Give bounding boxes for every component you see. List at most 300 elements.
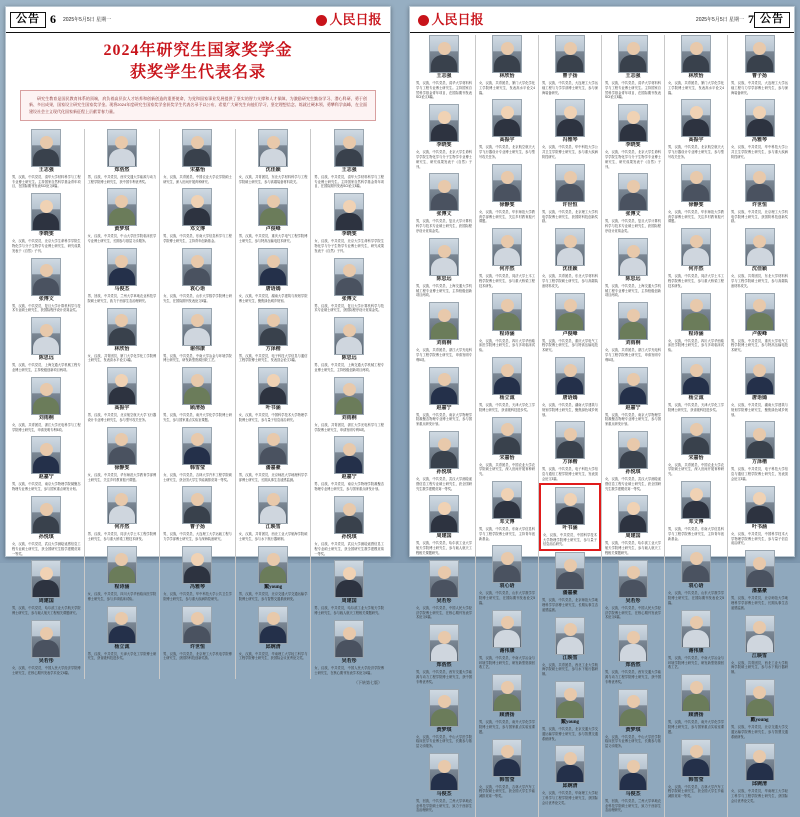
award-entry (314, 129, 384, 189)
award-entry (605, 560, 661, 620)
entry-name: 曹子扬 (189, 525, 205, 531)
award-entry (239, 129, 308, 185)
right-entry-grid (410, 33, 794, 817)
highlighted-award-entry (542, 486, 598, 548)
award-entry (88, 248, 157, 304)
entry-name: 江映雪 (265, 525, 281, 531)
entry-name: 林欣怡 (499, 74, 515, 79)
portrait-photo (492, 357, 522, 395)
portrait-photo (258, 546, 288, 584)
entry-bio: 女，汉族，共青团员，东北大学材料科学与工程学院硕士研究生，参与高端装备材料攻关。 (542, 274, 598, 288)
entry-bio: 女，汉族，中共党员，中国科学技术大学物理学院博士研究生，参与量子信息前沿研究。 (238, 413, 308, 422)
award-entry (12, 496, 81, 556)
entry-bio: 男，汉族，中共党员，北京交通大学交通运输学院博士研究生，参与智慧交通系统研发。 (731, 724, 788, 739)
entry-bio: 女，汉族，中共党员，北京大学生命科学学院生物化学与分子生物学专业博士研究生，研究成果发表于《自然》子刊。 (605, 150, 661, 169)
entry-name: 徐静雯 (499, 202, 515, 208)
entry-bio: 女，汉族，中共党员，四川大学华西临床医学院博士研究生，参与多项临床试验。 (668, 338, 724, 353)
portrait-photo (429, 238, 459, 276)
entry-bio: 男，汉族，中共党员，重庆大学电气工程学院博士研究生，参与特高压输电技术研究。 (731, 338, 788, 353)
award-entry (163, 129, 232, 185)
portrait-photo (618, 495, 648, 533)
entry-bio: 女，汉族，共青团员，西北工业大学航海学院硕士研究生，参与水下航行器研制。 (238, 532, 308, 542)
entry-bio: 男，汉族，中共党员，西安交通大学能源与动力工程学院博士研究生，获中国专利优秀奖。 (87, 174, 157, 184)
entry-name: 郑浩然 (114, 167, 130, 173)
entry-name: 谢伟康 (499, 648, 515, 654)
portrait-photo (681, 674, 711, 712)
portrait-photo (618, 689, 648, 727)
entry-bio: 女，汉族，中共党员，中国人民大学经济学院博士研究生，在核心期刊发表学术论文6篇。 (416, 605, 472, 620)
award-entry (668, 357, 724, 413)
award-entry (668, 417, 724, 477)
portrait-photo (429, 560, 459, 598)
portrait-photo (681, 357, 711, 395)
entry-name: 袁心语 (499, 584, 515, 590)
entry-bio: 女，汉族，中共党员，华东师范大学教育学部博士研究生，关注乡村教育振兴课题。 (668, 209, 724, 224)
portrait-photo (107, 188, 137, 226)
entry-bio: 男，汉族，中共党员，清华大学材料科学与工程专业博士研究生。主持国家自然科学基金青年项目，在国际期刊发表SCI论文8篇。 (605, 81, 661, 100)
portrait-photo (429, 495, 459, 533)
portrait-photo (745, 164, 775, 202)
entry-column (9, 129, 85, 680)
award-entry (731, 615, 788, 675)
entry-name: 李晓雯 (436, 143, 452, 149)
portrait-photo (429, 104, 459, 142)
award-entry (314, 317, 384, 373)
entry-bio: 女，汉族，中共党员，中山大学医学院临床医学专业博士研究生，长期参与基层义诊服务。 (87, 234, 157, 244)
award-entry (605, 35, 661, 100)
entry-bio: 男，汉族，中共党员，同济大学土木工程学院博士研究生，参与重大桥梁工程技术研发。 (668, 274, 724, 288)
portrait-photo (258, 188, 288, 226)
award-entry (731, 35, 788, 95)
portrait-photo (182, 188, 212, 226)
entry-name: 李晓雯 (38, 232, 54, 238)
entry-name: 赵嘉宁 (436, 405, 452, 411)
entry-bio: 女，汉族，中共党员，武汉大学测绘遥感信息工程专业硕士研究生，获全国研究生数学建模竞赛一等奖。 (12, 541, 81, 556)
entry-bio: 女，汉族，中共党员，华南理工大学轻工科学与工程学院博士研究生，获国际会议优秀论文奖。 (542, 791, 598, 805)
entry-bio: 男，汉族，中共党员，哈尔滨工业大学航天学院博士研究生，参与载人航天工程相关课题研究。 (314, 606, 384, 616)
award-entry (605, 753, 661, 813)
entry-bio: 男，汉族，中共党员，天津大学化工学院博士研究生，获省级科技进步奖。 (479, 402, 535, 412)
portrait-photo (492, 739, 522, 777)
entry-name: 陈思远 (38, 356, 54, 362)
portrait-photo (745, 99, 775, 137)
award-entry (668, 545, 724, 605)
award-entry (542, 357, 598, 417)
entry-name: 韩雪莹 (189, 465, 205, 471)
award-entry (731, 228, 788, 288)
entry-bio: 男，汉族，中共党员，南京大学物理学院凝聚态物理专业博士研究生，参与国家重点研发计划。 (605, 412, 661, 427)
entry-name: 吴若彤 (625, 598, 641, 604)
portrait-photo (618, 238, 648, 276)
entry-bio: 男，汉族，中共党员，南京大学物理学院凝聚态物理专业博士研究生，参与国家重点研发计划。 (314, 482, 384, 492)
entry-name: 张博文 (341, 296, 357, 302)
award-entry (239, 248, 308, 304)
award-entry (416, 173, 472, 233)
portrait-photo (681, 739, 711, 777)
entry-bio: 女，汉族，中共党员，山东大学数学学院博士研究生，在国际期刊发表论文5篇。 (668, 591, 724, 605)
award-entry (12, 317, 81, 373)
award-entry (542, 293, 598, 353)
entry-name: 陈思远 (341, 356, 357, 362)
entry-bio: 女，汉族，中共党员，华东师范大学教育学部博士研究生，关注乡村教育振兴课题。 (479, 209, 535, 224)
entry-bio: 男，汉族，中共党员，电子科技大学信息与通信工程学院博士研究生，发表顶会论文3篇。 (731, 467, 788, 481)
portrait-photo (555, 99, 585, 137)
portrait-photo (745, 228, 775, 266)
portrait-photo (107, 367, 137, 405)
entry-bio: 女，汉族，中共党员，中国人民大学经济学院博士研究生，在核心期刊发表学术论文6篇。 (12, 665, 81, 675)
award-entry (88, 606, 157, 662)
entry-name: 黄梦琪 (625, 727, 641, 733)
award-entry (416, 35, 472, 100)
portrait-photo (745, 486, 775, 524)
entry-name: 马俊杰 (625, 791, 641, 797)
entry-bio: 女，汉族，中共党员，北京大学生命科学学院生物化学与分子生物学专业博士研究生，研究成果发表于《自然》子刊。 (12, 239, 81, 253)
entry-column (85, 129, 161, 680)
award-entry (163, 427, 232, 483)
portrait-photo (618, 367, 648, 405)
portrait-photo (182, 367, 212, 405)
portrait-photo (334, 258, 364, 296)
entry-bio: 男，汉族，中共党员，重庆大学电气工程学院博士研究生，参与特高压输电技术研究。 (238, 234, 308, 244)
award-entry (668, 610, 724, 670)
portrait-photo (429, 173, 459, 211)
entry-bio: 男，汉族，中共党员，北京交通大学交通运输学院博士研究生，参与智慧交通系统研发。 (238, 591, 308, 601)
portrait-photo (492, 610, 522, 648)
publication-name: 人民日报 (329, 12, 382, 27)
entry-name: 许世恒 (562, 202, 578, 208)
portrait-photo (555, 228, 585, 266)
entry-name: 刘雨桐 (625, 341, 641, 347)
award-entry (542, 745, 598, 805)
award-entry (542, 35, 598, 95)
award-entry (12, 377, 81, 433)
entry-name: 张博文 (625, 212, 641, 218)
entry-name: 赵嘉宁 (38, 475, 54, 481)
entry-name: 杨立诚 (499, 395, 515, 401)
entry-name: 黄梦琪 (436, 727, 452, 733)
left-dateline: 2025年5月5日 星期一 (63, 17, 112, 23)
entry-name: 高振宇 (688, 138, 704, 144)
entry-name: 卢俊峰 (751, 331, 767, 337)
entry-bio: 男，回族，中共党员，兰州大学草地农业科技学院硕士研究生，致力于西部生态治理研究。 (87, 293, 157, 303)
entry-bio: 男，汉族，中共党员，南京大学物理学院凝聚态物理专业博士研究生，参与国家重点研发计划。 (12, 482, 81, 492)
award-entry (731, 421, 788, 481)
award-entry (88, 188, 157, 244)
award-entry (479, 417, 535, 477)
entry-bio: 男，汉族，中共党员，东南大学信息科学与工程学院博士研究生，主持青年创新基金。 (163, 234, 232, 244)
entry-name: 邓文博 (688, 519, 704, 525)
entry-bio: 男，汉族，中共党员，上海交通大学机械工程专业博士研究生，主持校级创新项目两项。 (605, 283, 661, 298)
portrait-photo (31, 258, 61, 296)
portrait-photo (334, 377, 364, 415)
award-entry (12, 129, 81, 189)
entry-name: 赵嘉宁 (341, 475, 357, 481)
portrait-photo (429, 753, 459, 791)
entry-name: 方泽楷 (265, 346, 281, 352)
entry-bio: 男，汉族，中共党员，北京航空航天大学飞行器设计专业博士研究生，参与型号攻关任务。 (87, 413, 157, 422)
portrait-photo (681, 164, 711, 202)
portrait-photo (107, 308, 137, 346)
portrait-photo (31, 317, 61, 355)
entry-name: 邓文博 (189, 227, 205, 233)
award-entry (731, 679, 788, 739)
portrait-photo (492, 674, 522, 712)
award-entry (479, 739, 535, 799)
award-entry (314, 377, 384, 433)
entry-name: 刘雨桐 (38, 415, 54, 421)
entry-name: 周建国 (436, 534, 452, 540)
left-section-label: 公告 (10, 12, 46, 28)
entry-bio: 男，汉族，中共党员，东南大学信息科学与工程学院博士研究生，主持青年创新基金。 (479, 526, 535, 541)
entry-bio: 男，汉族，中共党员，清华大学材料科学与工程专业博士研究生。主持国家自然科学基金青年项目，在国际期刊发表SCI论文8篇。 (12, 174, 81, 189)
entry-bio: 女，汉族，中共党员，湖南大学建筑与规划学院博士研究生，聚焦绿色城乡规划。 (731, 402, 788, 417)
award-entry (668, 739, 724, 799)
entry-bio: 男，汉族，中共党员，哈尔滨工业大学航天学院博士研究生，参与载人航天工程相关课题研究。 (605, 541, 661, 555)
entry-bio: 女，汉族，中共党员，湖南大学建筑与规划学院博士研究生，聚焦绿色城乡规划。 (238, 293, 308, 303)
portrait-photo (618, 35, 648, 73)
entry-bio: 男，汉族，中共党员，大连理工大学运载工程与力学学部博士研究生，参与深海装备研究。 (163, 532, 232, 542)
entry-bio: 女，汉族，共青团员，厦门大学化学化工学院博士研究生，发表高水平论文4篇。 (87, 353, 157, 363)
publication-name-right: 人民日报 (431, 12, 484, 27)
award-entry (542, 99, 598, 159)
portrait-photo (258, 427, 288, 465)
entry-name: 赵嘉宁 (625, 405, 641, 411)
entry-name: 李晓雯 (341, 232, 357, 238)
portrait-photo (555, 617, 585, 655)
entry-bio: 女，汉族，中共党员，中国科学技术大学物理学院博士研究生，参与量子信息前沿研究。 (731, 531, 788, 546)
right-page-number: 7 (748, 12, 754, 26)
entry-name: 程诗涵 (114, 584, 130, 590)
entry-bio: 男，汉族，中共党员，同济大学土木工程学院博士研究生，参与重大桥梁工程技术研发。 (479, 274, 535, 288)
award-entry (314, 193, 384, 253)
entry-name: 沈佳颖 (265, 167, 281, 173)
portrait-photo (492, 99, 522, 137)
entry-name: 徐静雯 (114, 465, 130, 471)
portrait-photo (258, 367, 288, 405)
award-entry (605, 431, 661, 491)
entry-name: 卢俊峰 (265, 227, 281, 233)
entry-name: 宋嘉怡 (189, 167, 205, 173)
award-entry (88, 129, 157, 185)
portrait-photo (429, 624, 459, 662)
award-entry (479, 228, 535, 288)
award-entry (239, 308, 308, 364)
entry-bio: 男，汉族，中共党员，复旦大学计算机科学与技术专业硕士研究生，获国际程序设计竞赛金奖。 (605, 219, 661, 233)
entry-name: 袁心语 (688, 584, 704, 590)
portrait-photo (107, 486, 137, 524)
award-entry (731, 164, 788, 224)
portrait-photo (681, 99, 711, 137)
award-entry (479, 481, 535, 541)
entry-bio: 女，汉族，中共党员，北京大学生命科学学院生物化学与分子生物学专业博士研究生，研究成果发表于《自然》子刊。 (416, 150, 472, 169)
entry-bio: 男，汉族，中共党员，哈尔滨工业大学航天学院博士研究生，参与载人航天工程相关课题研究。 (416, 541, 472, 555)
award-entry (731, 743, 788, 803)
award-entry (416, 689, 472, 749)
entry-name: 唐语嫣 (265, 286, 281, 292)
entry-bio: 女，汉族，共青团员，厦门大学化学化工学院博士研究生，发表高水平论文4篇。 (479, 81, 535, 95)
entry-bio: 女，汉族，中共党员，华中科技大学公共卫生学院博士研究生，参与重大疾病防控研究。 (731, 145, 788, 159)
entry-bio: 女，汉族，共青团员，东北大学材料科学与工程学院硕士研究生，参与高端装备材料攻关。 (238, 174, 308, 184)
entry-bio: 男，汉族，中共党员，南开大学化学学院博士研究生，参与国家重点实验室课题。 (479, 720, 535, 734)
award-entry (542, 228, 598, 288)
portrait-photo (555, 164, 585, 202)
entry-name: 孙悦琪 (625, 469, 641, 475)
award-entry (479, 674, 535, 734)
entry-name: 许世恒 (189, 644, 205, 650)
entry-name: 谢伟康 (688, 648, 704, 654)
entry-bio: 女，汉族，中共党员，中山大学医学院临床医学专业博士研究生，长期参与基层义诊服务。 (605, 734, 661, 749)
entry-name: 张博文 (436, 212, 452, 218)
entry-bio: 男，汉族，中共党员，天津大学化工学院博士研究生，获省级科技进步奖。 (87, 651, 157, 661)
entry-bio: 男，汉族，中共党员，上海交通大学机械工程专业博士研究生，主持校级创新项目两项。 (416, 283, 472, 298)
entry-name: 沈佳颖 (751, 267, 767, 273)
left-page-number: 6 (50, 12, 56, 26)
portrait-photo (681, 228, 711, 266)
portrait-photo (555, 421, 585, 459)
entry-bio: 女，汉族，中共党员，吉林大学汽车工程学院硕士研究生，获全国大学生节能减排竞赛一等奖。 (668, 784, 724, 799)
right-dateline: 2025年5月5日 星期一 (695, 17, 744, 23)
award-entry (12, 258, 81, 314)
award-entry (605, 689, 661, 749)
entry-column (665, 35, 728, 817)
entry-name: 顾清扬 (189, 406, 205, 412)
left-entry-grid (6, 127, 390, 680)
award-entry (416, 238, 472, 298)
entry-bio: 男，汉族，中共党员，电子科技大学信息与通信工程学院博士研究生，发表顶会论文3篇。 (238, 353, 308, 363)
entry-name: 卢俊峰 (562, 331, 578, 337)
entry-name: 林欣怡 (114, 346, 130, 352)
entry-name: 陈思远 (436, 276, 452, 282)
entry-name: 冯雅琴 (189, 584, 205, 590)
award-entry (163, 308, 232, 364)
portrait-photo (334, 193, 364, 231)
entry-name: 郑浩然 (436, 663, 452, 669)
award-entry (542, 552, 598, 612)
entry-bio: 女，汉族，中共党员，华南理工大学轻工科学与工程学院博士研究生，获国际会议优秀论文奖。 (731, 789, 788, 803)
portrait-photo (182, 248, 212, 286)
award-entry (163, 546, 232, 602)
portrait-photo (107, 248, 137, 286)
portrait-photo (334, 560, 364, 598)
award-entry (668, 99, 724, 159)
entry-bio: 女，汉族，中共党员，华中科技大学公共卫生学院博士研究生，参与重大疾病防控研究。 (542, 145, 598, 159)
entry-bio: 男，汉族，中共党员，电子科技大学信息与通信工程学院博士研究生，发表顶会论文3篇。 (542, 467, 598, 481)
entry-name: 顾清扬 (688, 713, 704, 719)
entry-bio: 女，汉族，共青团员，中国农业大学农学院硕士研究生，深入田间开展育种研究。 (668, 462, 724, 477)
entry-name: 方泽楷 (751, 460, 767, 466)
sun-icon (316, 15, 327, 26)
award-entry (314, 560, 384, 616)
award-entry (416, 495, 472, 555)
portrait-photo (182, 546, 212, 584)
portrait-photo (681, 293, 711, 331)
portrait-photo (555, 681, 585, 719)
award-entry (668, 164, 724, 224)
award-entry (542, 617, 598, 677)
portrait-photo (31, 377, 61, 415)
award-entry (416, 367, 472, 427)
entry-column (413, 35, 476, 817)
portrait-photo (618, 560, 648, 598)
award-entry (479, 293, 535, 353)
portrait-photo (182, 129, 212, 167)
entry-name: 许世恒 (751, 202, 767, 208)
entry-column (602, 35, 665, 817)
portrait-photo (555, 552, 585, 590)
publication-logo-right (414, 10, 488, 30)
entry-name: 冯雅琴 (751, 138, 767, 144)
portrait-photo (681, 481, 711, 519)
entry-name: 戴young (750, 717, 769, 723)
award-entry (479, 610, 535, 670)
entry-column (476, 35, 539, 817)
portrait-photo (429, 302, 459, 340)
entry-name: 孙悦琪 (436, 469, 452, 475)
award-entry (668, 293, 724, 353)
entry-bio: 女，汉族，共青团员，东北大学材料科学与工程学院硕士研究生，参与高端装备材料攻关。 (731, 274, 788, 288)
right-page (409, 6, 795, 813)
portrait-photo (618, 624, 648, 662)
left-page (5, 6, 391, 686)
portrait-photo (107, 129, 137, 167)
award-entry (605, 302, 661, 362)
portrait-photo (555, 357, 585, 395)
entry-name: 邱婉清 (751, 782, 767, 788)
portrait-photo (31, 193, 61, 231)
entry-bio: 女，汉族，共青团员，西北工业大学航海学院硕士研究生，参与水下航行器研制。 (731, 660, 788, 675)
entry-bio: 男，汉族，中共党员，中南大学冶金与环境学院博士研究生，研发新型资源回收工艺。 (479, 655, 535, 670)
entry-bio: 女，汉族，共青团员，浙江大学光电科学与工程学院博士研究生，申请发明专利5项。 (12, 422, 81, 432)
entry-name: 黄梦琪 (114, 227, 130, 233)
award-entry (239, 486, 308, 542)
award-entry (239, 188, 308, 244)
award-entry (668, 481, 724, 541)
entry-bio: 男，汉族，中共党员，复旦大学计算机科学与技术专业硕士研究生，获国际程序设计竞赛金奖。 (12, 303, 81, 313)
portrait-photo (31, 560, 61, 598)
portrait-photo (618, 431, 648, 469)
entry-bio: 女，汉族，共青团员，西北工业大学航海学院硕士研究生，参与水下航行器研制。 (542, 662, 598, 677)
right-masthead (410, 7, 794, 33)
portrait-photo (618, 302, 648, 340)
award-entry (416, 104, 472, 169)
award-entry (731, 550, 788, 610)
entry-name: 郑浩然 (625, 663, 641, 669)
entry-bio: 男，汉族，中共党员，清华大学材料科学与工程专业博士研究生。主持国家自然科学基金青年项目，在国际期刊发表SCI论文8篇。 (314, 174, 384, 189)
portrait-photo (492, 164, 522, 202)
entry-bio: 男，汉族，中共党员，中南大学冶金与环境学院博士研究生，研发新型资源回收工艺。 (668, 655, 724, 670)
award-entry (605, 624, 661, 684)
award-entry (12, 193, 81, 253)
award-entry (314, 496, 384, 556)
headline-line-2: 获奖学生代表名录 (129, 63, 266, 81)
award-entry (314, 436, 384, 492)
award-entry (416, 624, 472, 684)
award-entry (479, 35, 535, 95)
entry-name: 叶书涵 (265, 406, 281, 412)
entry-bio: 男，汉族，中共党员，北京师范大学地理科学学部博士研究生，长期从事生态遥感监测。 (731, 596, 788, 610)
portrait-photo (681, 610, 711, 648)
entry-name: 叶书涵 (751, 524, 767, 530)
entry-name: 孙悦琪 (341, 534, 357, 540)
entry-name: 潘嘉豪 (751, 589, 767, 595)
entry-name: 高振宇 (499, 138, 515, 144)
entry-bio: 男，汉族，中共党员，天津大学化工学院博士研究生，获省级科技进步奖。 (668, 402, 724, 412)
entry-name: 何亦然 (114, 525, 130, 531)
award-entry (163, 486, 232, 542)
entry-name: 马俊杰 (436, 791, 452, 797)
award-entry (88, 367, 157, 423)
entry-bio: 男，汉族，中共党员，北京理工大学机电学院博士研究生，获国防科技创新奖励。 (163, 651, 232, 661)
